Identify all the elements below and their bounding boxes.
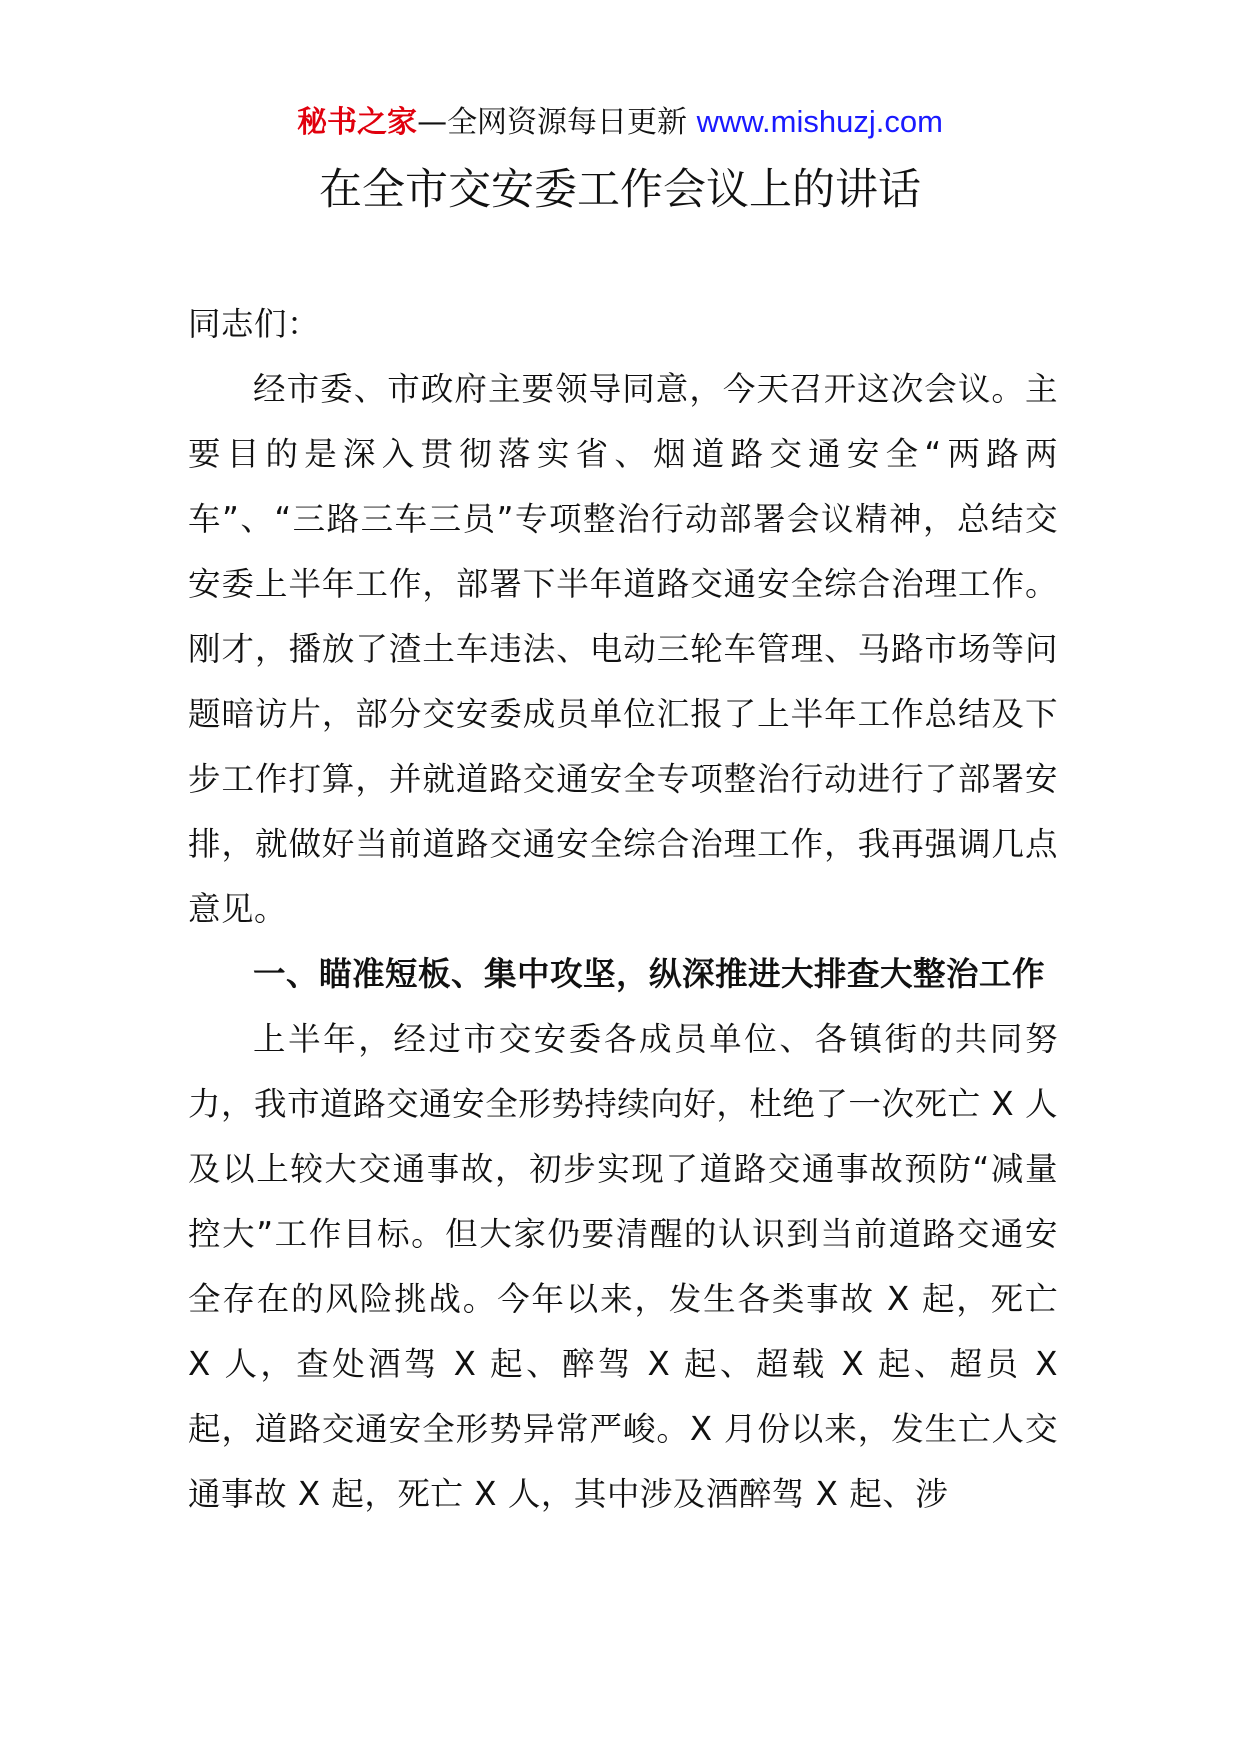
salutation: 同志们：: [188, 305, 321, 343]
document-title: 在全市交安委工作会议上的讲话: [319, 165, 921, 215]
site-header: [0, 100, 1240, 145]
brand-name: 秘书之家: [297, 105, 418, 140]
paragraph-intro: 经市委、市政府主要领导同意，今天召开这次会议。主要目的是深入贯彻落实省、烟道路交通安全“两路两车”、“三路三车三员”专项整治行动部署会议精神，总结交安委上半年工作，部署下半年道路交通安全综合治理工作。刚才，播放了渣土车违法、电动三轮车管理、马路市场等问题暗访片，部分交安委成员单位汇报了上半年工作总结及下步工作打算，并就道路交通安全专项整治行动进行了部署安排，就做好当前道路交通安全综合治理工作，我再强调几点意见。: [188, 370, 1058, 928]
site-url-link[interactable]: www.mishuzj.com: [696, 104, 943, 139]
document-body: [188, 292, 1058, 1527]
section-heading-1: 一、瞄准短板、集中攻坚，纵深推进大排查大整治工作: [253, 955, 1046, 993]
header-tagline: —全网资源每日更新: [417, 105, 697, 140]
paragraph-section-1: 上半年，经过市交安委各成员单位、各镇街的共同努力，我市道路交通安全形势持续向好，杜绝了一次死亡 X 人及以上较大交通事故，初步实现了道路交通事故预防“减量控大”工作目标。但大家仍要清醒的认识到当前道路交通安全存在的风险挑战。今年以来，发生各类事故 X 起，死亡 X 人，查处酒驾 X 起、醉驾 X 起、超载 X 起、超员 X 起，道路交通安全形势异常严峻。X 月份以来，发生亡人交通事故 X 起，死亡 X 人，其中涉及酒醉驾 X 起、涉: [188, 1020, 1058, 1513]
